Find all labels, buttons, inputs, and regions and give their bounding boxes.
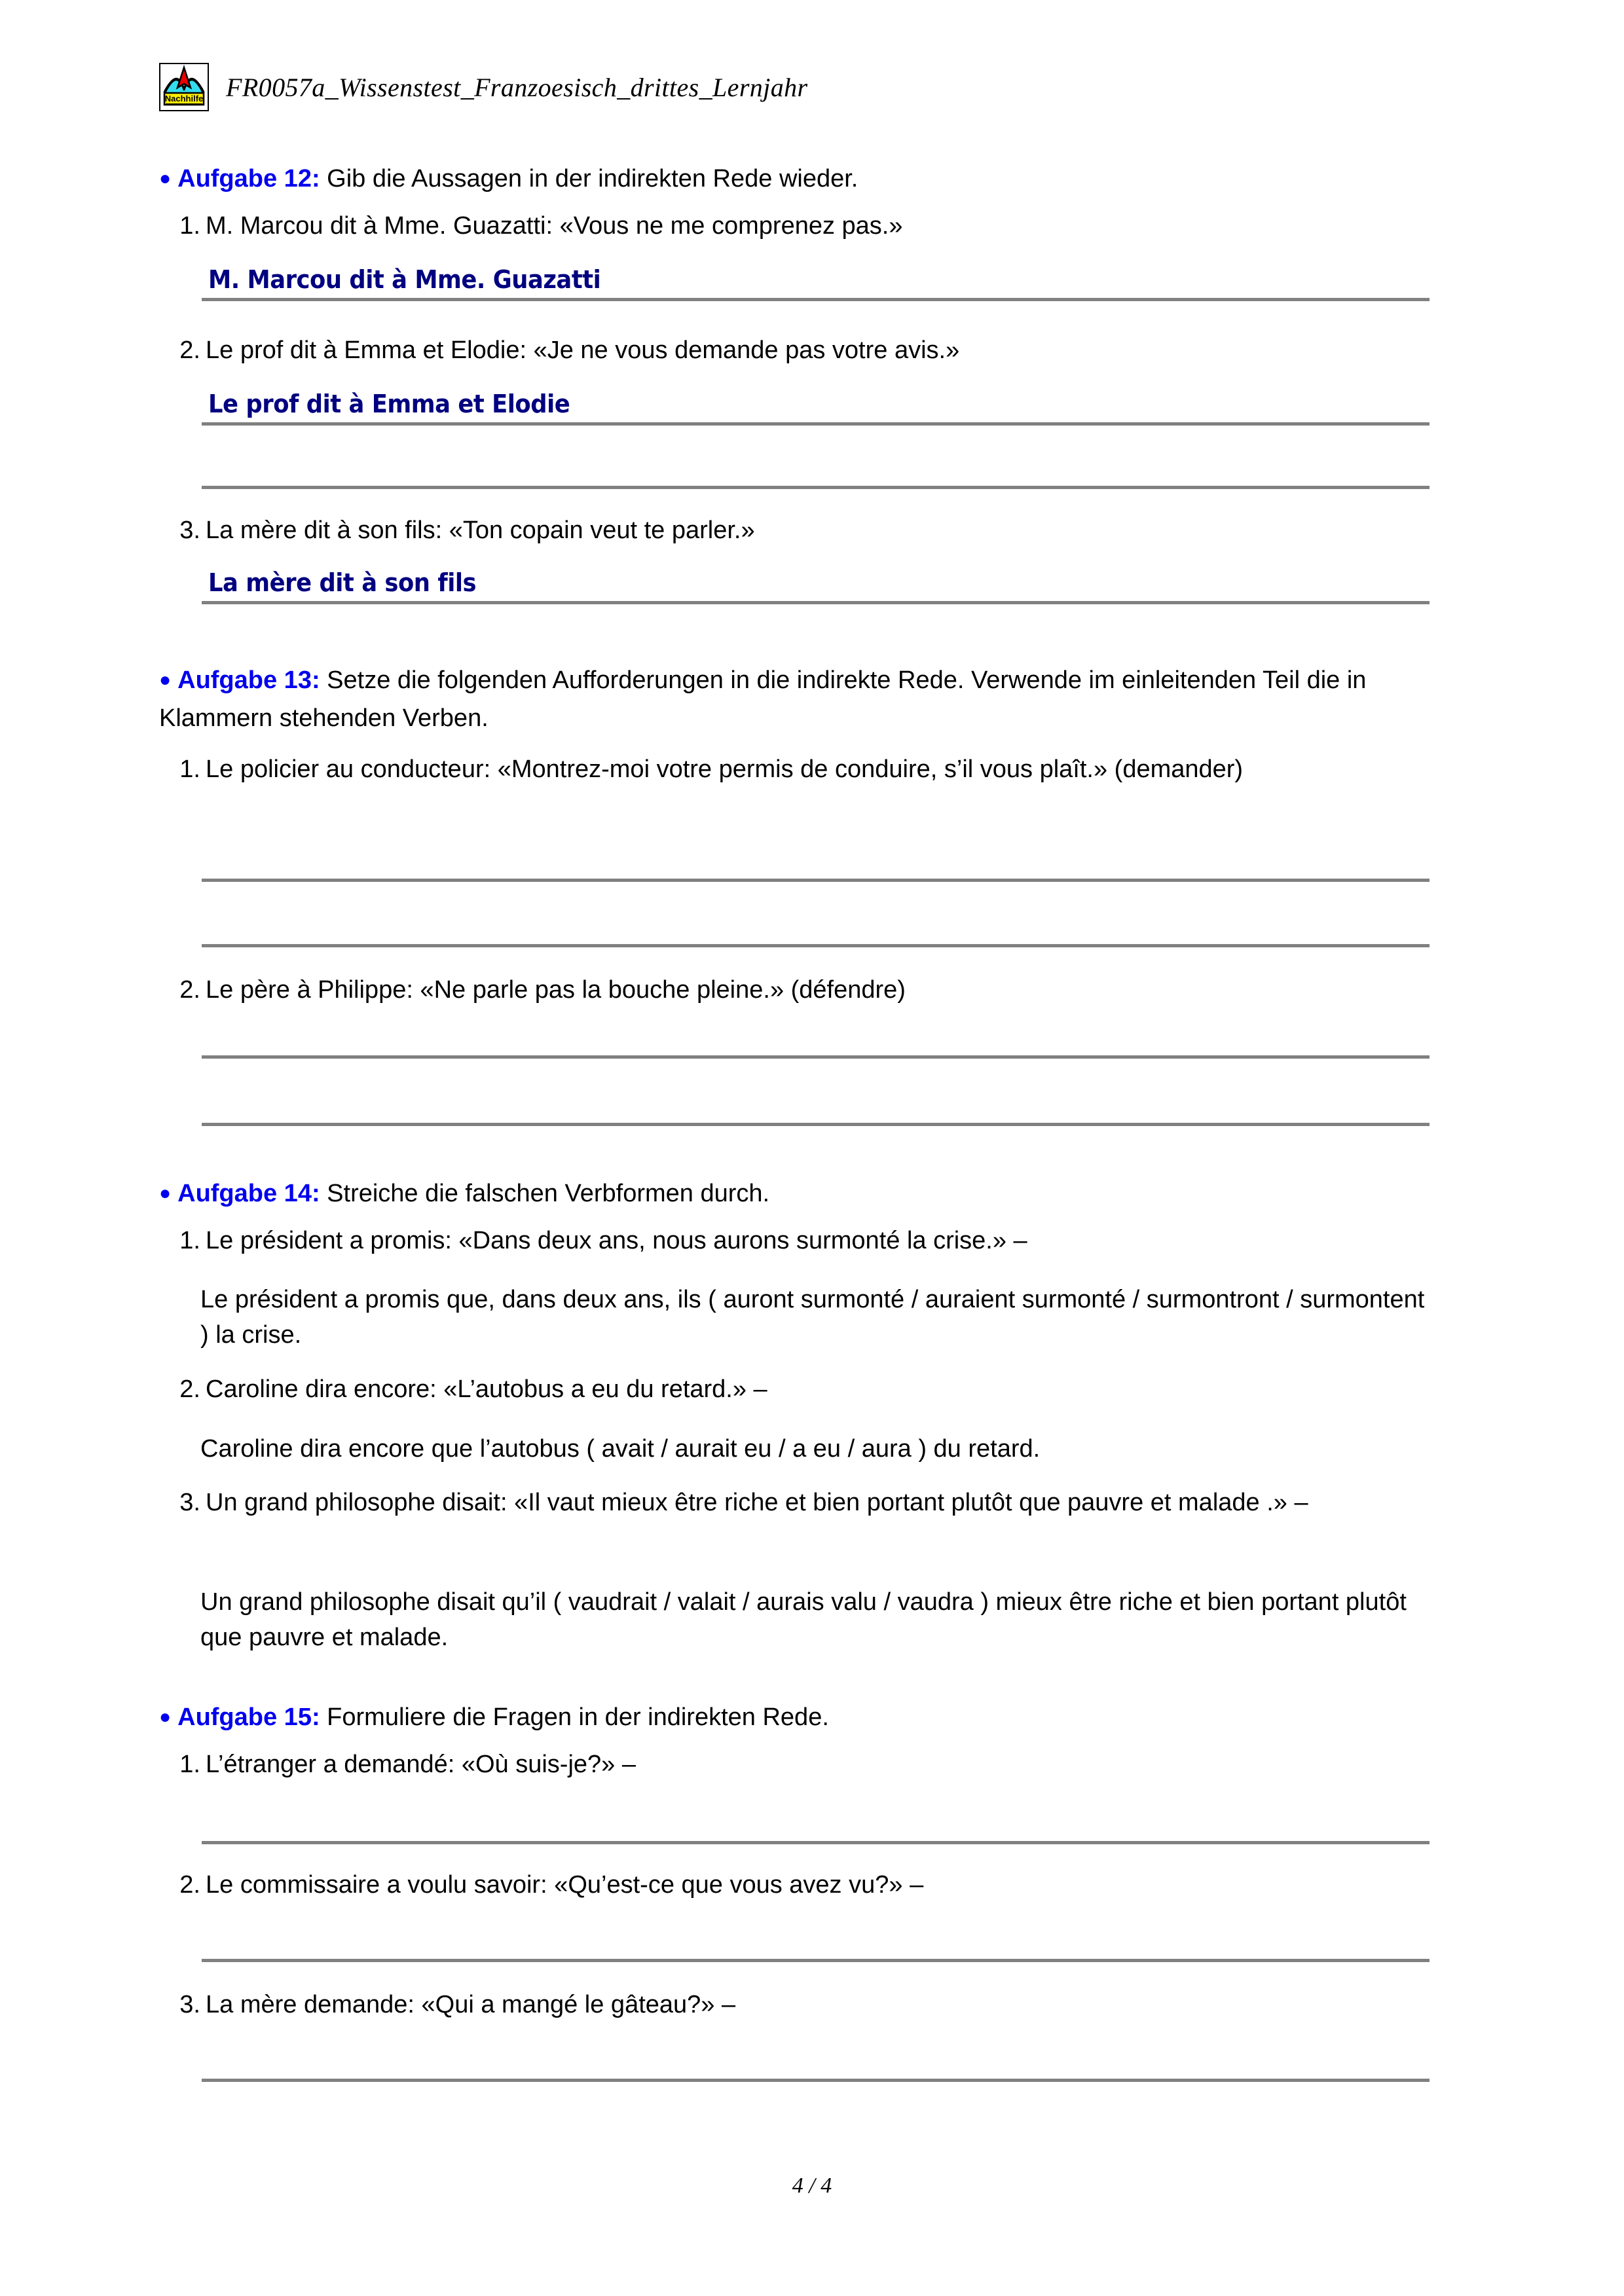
item-number: 1.	[179, 1227, 200, 1254]
answer-rule[interactable]	[202, 486, 1430, 489]
nachhilfe-logo-icon	[159, 63, 209, 111]
answer-rule[interactable]	[202, 944, 1430, 947]
item-text: Le prof dit à Emma et Elodie: «Je ne vous demande pas votre avis.»	[206, 337, 960, 364]
item-15-2	[162, 1867, 1433, 1903]
item-text: Le père à Philippe: «Ne parle pas la bouche pleine.» (défendre)	[206, 976, 906, 1004]
item-text: L’étranger a demandé: «Où suis-je?» –	[206, 1751, 636, 1778]
task-label-14: Aufgabe 14:	[177, 1180, 320, 1207]
item-13-1	[162, 752, 1433, 787]
item-12-1	[162, 208, 1433, 244]
item-13-2	[162, 972, 1433, 1008]
item-text: La mère demande: «Qui a mangé le gâteau?» –	[206, 1991, 736, 2018]
item-14-1-continuation: Le président a promis que, dans deux ans, ils ( auront surmonté / auraient surmonté / surmontront / surmontent ) la crise.	[200, 1286, 1425, 1349]
answer-rule[interactable]	[202, 879, 1430, 882]
item-number: 1.	[179, 212, 200, 240]
answer-rule[interactable]	[202, 422, 1430, 426]
answer-rule[interactable]	[202, 1841, 1430, 1844]
task-label-12: Aufgabe 12:	[177, 165, 320, 192]
answer-rule[interactable]	[202, 298, 1430, 301]
answer-12-3[interactable]: La mère dit à son fils	[208, 568, 477, 597]
task-heading-13	[159, 661, 1433, 737]
item-number: 3.	[179, 517, 200, 544]
item-text: Le président a promis: «Dans deux ans, nous aurons surmonté la crise.» –	[206, 1227, 1027, 1254]
bullet-icon: ●	[159, 168, 172, 189]
answer-12-2[interactable]: Le prof dit à Emma et Elodie	[208, 390, 570, 418]
task-label-13: Aufgabe 13:	[177, 666, 320, 694]
task-heading-15	[159, 1701, 1443, 1734]
item-text: M. Marcou dit à Mme. Guazatti: «Vous ne me comprenez pas.»	[206, 212, 903, 240]
item-12-3	[162, 513, 1433, 548]
page-footer	[0, 2174, 1624, 2198]
bullet-icon: ●	[159, 1706, 172, 1728]
item-text: Un grand philosophe disait: «Il vaut mieux être riche et bien portant plutôt que pauvre et malade .» –	[206, 1489, 1308, 1516]
bullet-icon: ●	[159, 1182, 172, 1204]
bullet-icon: ●	[159, 669, 172, 691]
item-number: 2.	[179, 1376, 200, 1403]
page-header	[159, 63, 808, 111]
answer-rule[interactable]	[202, 1055, 1430, 1059]
item-15-1	[162, 1747, 1433, 1782]
item-number: 2.	[179, 337, 200, 364]
item-number: 1.	[179, 756, 200, 783]
item-14-1	[162, 1223, 1433, 1258]
answer-12-1[interactable]: M. Marcou dit à Mme. Guazatti	[208, 265, 601, 294]
item-number: 1.	[179, 1751, 200, 1778]
item-text: Le commissaire a voulu savoir: «Qu’est-ce que vous avez vu?» –	[206, 1871, 924, 1899]
page-title: FR0057a_Wissenstest_Franzoesisch_drittes_Lernjahr	[226, 72, 808, 102]
item-14-3-continuation: Un grand philosophe disait qu’il ( vaudrait / valait / aurais valu / vaudra ) mieux être riche et bien portant plutôt que pauvre et malade.	[200, 1588, 1407, 1651]
answer-rule[interactable]	[202, 2079, 1430, 2082]
logo-label: Nachhilfe	[164, 94, 204, 103]
task-heading-12	[159, 162, 1443, 195]
item-15-3	[162, 1987, 1433, 2022]
item-number: 2.	[179, 976, 200, 1004]
item-number: 2.	[179, 1871, 200, 1899]
item-number: 3.	[179, 1991, 200, 2018]
task-heading-14	[159, 1177, 1443, 1210]
answer-rule[interactable]	[202, 1959, 1430, 1962]
item-number: 3.	[179, 1489, 200, 1516]
item-14-2	[162, 1372, 1433, 1407]
task-instruction-15: Formuliere die Fragen in der indirekten Rede.	[320, 1704, 829, 1731]
item-12-2	[162, 333, 1433, 368]
task-instruction-13: Setze die folgenden Aufforderungen in die indirekte Rede. Verwende im einleitenden Teil die in Klammern stehenden Verben.	[159, 666, 1367, 732]
item-14-3	[162, 1485, 1433, 1520]
task-instruction-14: Streiche die falschen Verbformen durch.	[320, 1180, 770, 1207]
item-14-2-continuation: Caroline dira encore que l’autobus ( avait / aurait eu / a eu / aura ) du retard.	[200, 1435, 1041, 1463]
answer-rule[interactable]	[202, 601, 1430, 604]
item-text: Le policier au conducteur: «Montrez-moi votre permis de conduire, s’il vous plaît.» (demander)	[206, 756, 1244, 783]
task-instruction-12: Gib die Aussagen in der indirekten Rede wieder.	[320, 165, 858, 192]
page-number: 4 / 4	[792, 2174, 832, 2198]
item-text: La mère dit à son fils: «Ton copain veut te parler.»	[206, 517, 755, 544]
item-text: Caroline dira encore: «L’autobus a eu du retard.» –	[206, 1376, 767, 1403]
task-label-15: Aufgabe 15:	[177, 1704, 320, 1731]
answer-rule[interactable]	[202, 1123, 1430, 1126]
